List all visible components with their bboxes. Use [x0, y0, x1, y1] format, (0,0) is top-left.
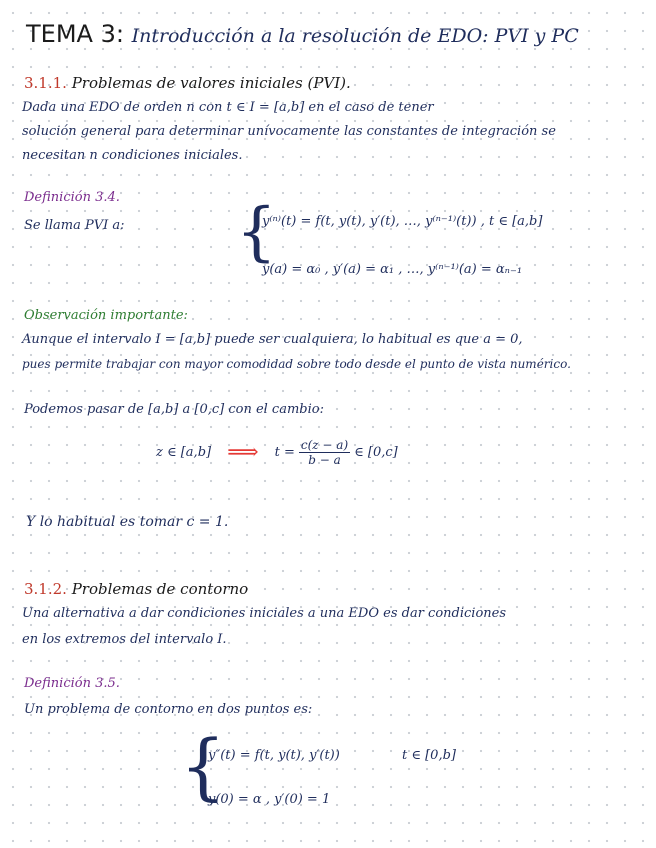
- contorno-text-line-2: en los extremos del intervalo I.: [22, 632, 227, 647]
- contorno-text-line-1: Una alternativa a dar condiciones iniciales a una EDO es dar condiciones: [22, 606, 507, 621]
- pvi-text-line-3: necesitan n condiciones iniciales.: [22, 148, 243, 163]
- boundary-domain: t ∈ [0,b]: [402, 748, 456, 763]
- z-interval: z ∈ [a,b]: [156, 445, 212, 460]
- change-lead: Podemos pasar de [a,b] a [0,c] con el cambio:: [24, 402, 324, 417]
- section-title: Problemas de valores iniciales (PVI).: [71, 74, 351, 92]
- title-prefix: TEMA 3:: [26, 20, 124, 48]
- pvi-text-line-2: solución general para determinar unívocamente las constantes de integración se: [22, 124, 556, 139]
- section-number: 3.1.2.: [24, 580, 67, 598]
- observation-line-2: pues permite trabajar con mayor comodidad sobre todo desde el punto de vista numérico.: [22, 357, 571, 371]
- boundary-equation: y″(t) = f(t, y(t), y′(t)): [208, 748, 340, 763]
- t-equals: t =: [274, 445, 295, 460]
- change-fraction: [299, 438, 350, 467]
- t-interval: ∈ [0,c]: [354, 445, 398, 460]
- change-formula: [156, 438, 398, 467]
- title-rest: Introducción a la resolución de EDO: PVI y PC: [131, 25, 579, 47]
- section-title: Problemas de contorno: [71, 580, 249, 598]
- conclusion-text: Y lo habitual es tomar c = 1.: [26, 514, 229, 530]
- pvi-equation: y⁽ⁿ⁾(t) = f(t, y(t), y′(t), …, y⁽ⁿ⁻¹⁾(t)) , t ∈ [a,b]: [262, 214, 543, 229]
- pvi-text-line-1: Dada una EDO de orden n con t ∈ I = [a,b] en el caso de tener: [22, 100, 434, 115]
- definition-label: Definición 3.4.: [24, 190, 120, 205]
- implies-arrow: ⟹: [227, 440, 259, 465]
- definition-lead: Un problema de contorno en dos puntos es:: [24, 702, 313, 717]
- section-pvi-heading: [24, 74, 351, 92]
- definition-lead: Se llama PVI a:: [24, 218, 125, 233]
- section-number: 3.1.1.: [24, 74, 67, 92]
- fraction-numerator: c(z − a): [300, 438, 349, 452]
- brace-left: {: [180, 724, 226, 808]
- observation-label: Observación importante:: [24, 308, 188, 323]
- definition-label: Definición 3.5.: [24, 676, 120, 691]
- section-contorno-heading: [24, 580, 248, 598]
- observation-line-1: Aunque el intervalo I = [a,b] puede ser cualquiera, lo habitual es que a = 0,: [22, 332, 523, 347]
- fraction-denominator: b − a: [308, 453, 341, 467]
- boundary-conditions: y(0) = α , y′(0) = 1: [208, 792, 331, 807]
- brace-left: {: [236, 195, 277, 269]
- page-title: [26, 20, 579, 48]
- pvi-initial-conditions: y(a) = α₀ , y′(a) = α₁ , …, y⁽ⁿ⁻¹⁾(a) = αₙ₋₁: [262, 262, 523, 277]
